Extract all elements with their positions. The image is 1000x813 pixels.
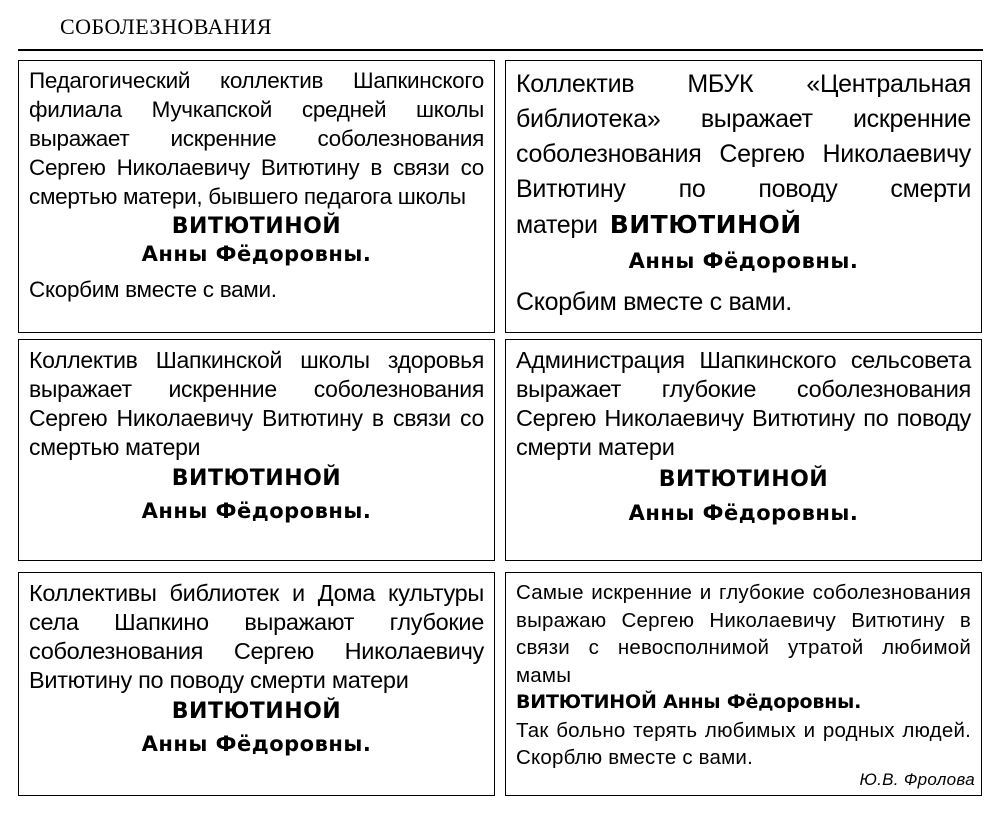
notice-text bbox=[516, 67, 971, 243]
notice-text: Коллективы библиотек и Дома культуры села Шапкино выражают глубокие соболезнования Сергею Николаевичу Витютину по поводу смерти матери bbox=[29, 580, 484, 693]
condolence-notice-4 bbox=[505, 339, 982, 561]
deceased-surname: ВИТЮТИНОЙ bbox=[171, 699, 342, 724]
deceased-given-name: Анны Фёдоровны. bbox=[628, 249, 859, 273]
notice-closing: Скорбим вместе с вами. bbox=[516, 288, 792, 316]
condolence-notice-3 bbox=[18, 339, 495, 561]
deceased-name bbox=[516, 465, 971, 531]
condolence-notice-5 bbox=[18, 572, 495, 796]
notice-closing: Скорбим вместе с вами. bbox=[29, 277, 277, 302]
deceased-name bbox=[516, 243, 971, 279]
condolence-notice-6 bbox=[505, 572, 982, 796]
deceased-given-name: Анны Фёдоровны. bbox=[628, 501, 859, 525]
notice-text-body: Коллектив МБУК «Центральная библиотека» выражает искренние соболезнования Сергею Николаевичу Витютину по поводу смерти матери bbox=[516, 70, 971, 239]
deceased-name bbox=[29, 214, 484, 268]
deceased-surname: ВИТЮТИНОЙ bbox=[171, 466, 342, 491]
deceased-given-name: Анны Фёдоровны. bbox=[141, 499, 372, 523]
notice-text: Администрация Шапкинского сельсовета выражает глубокие соболезнования Сергею Николаевичу Витютину по поводу смерти матери bbox=[516, 347, 971, 460]
condolence-notice-1 bbox=[18, 60, 495, 333]
deceased-given-name: Анны Фёдоровны. bbox=[141, 242, 372, 266]
condolence-notice-2 bbox=[505, 60, 982, 333]
signature: Ю.В. Фролова bbox=[859, 769, 975, 789]
section-title: СОБОЛЕЗНОВАНИЯ bbox=[60, 14, 272, 39]
deceased-name bbox=[29, 465, 484, 529]
deceased-given-name: Анны Фёдоровны. bbox=[141, 732, 372, 756]
deceased-surname: ВИТЮТИНОЙ bbox=[658, 467, 829, 492]
header-rule bbox=[18, 49, 983, 51]
deceased-full-name: ВИТЮТИНОЙ Анны Фёдоровны. bbox=[516, 691, 862, 713]
notice-text: Педагогический коллектив Шапкинского филиала Мучкапской средней школы выражает искренние соболезнования Сергею Николаевичу Витютину в связи со смертью матери, бывшего педагога школы bbox=[29, 68, 484, 209]
deceased-surname: ВИТЮТИНОЙ bbox=[609, 210, 802, 239]
notice-text: Самые искренние и глубокие соболезнования выражаю Сергею Николаевичу Витютину в связи с невосполнимой утратой любимой мамы bbox=[516, 581, 971, 687]
deceased-name bbox=[29, 697, 484, 761]
notice-closing: Так больно терять любимых и родных людей. Скорблю вместе с вами. bbox=[516, 718, 971, 769]
deceased-surname: ВИТЮТИНОЙ bbox=[171, 214, 342, 239]
notice-text: Коллектив Шапкинской школы здоровья выражает искренние соболезнования Сергею Николаевичу Витютину в связи со смертью матери bbox=[29, 347, 484, 460]
